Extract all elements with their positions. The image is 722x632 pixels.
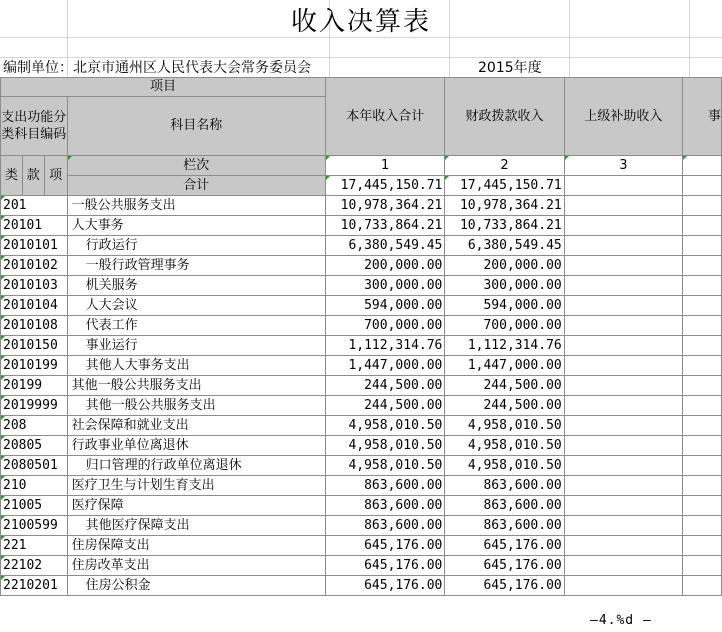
row-code: 20805	[1, 436, 68, 456]
row-code: 221	[1, 536, 68, 556]
row-total-income: 645,176.00	[326, 556, 445, 576]
row-extra	[683, 236, 722, 256]
col-number-1: 1	[326, 156, 445, 176]
row-superior-income	[564, 296, 682, 316]
row-total-income: 1,112,314.76	[326, 336, 445, 356]
row-total-income: 863,600.00	[326, 516, 445, 536]
header-kuan: 款	[22, 156, 44, 196]
row-fiscal-income: 863,600.00	[445, 476, 564, 496]
row-total-income: 4,958,010.50	[326, 416, 445, 436]
row-code: 2019999	[1, 396, 68, 416]
row-subject-name: 一般行政管理事务	[67, 256, 325, 276]
heji-fiscal: 17,445,150.71	[445, 176, 564, 196]
row-fiscal-income: 200,000.00	[445, 256, 564, 276]
row-extra	[683, 576, 722, 596]
header-total-income: 本年收入合计	[326, 78, 445, 156]
row-subject-name: 行政运行	[67, 236, 325, 256]
row-fiscal-income: 10,978,364.21	[445, 196, 564, 216]
row-total-income: 244,500.00	[326, 396, 445, 416]
row-fiscal-income: 244,500.00	[445, 376, 564, 396]
row-fiscal-income: 863,600.00	[445, 496, 564, 516]
row-extra	[683, 316, 722, 336]
row-code: 20199	[1, 376, 68, 396]
row-subject-name: 事业运行	[67, 336, 325, 356]
row-superior-income	[564, 236, 682, 256]
row-extra	[683, 516, 722, 536]
row-code: 210	[1, 476, 68, 496]
table-row	[1, 456, 722, 476]
header-item: 项目	[1, 78, 326, 97]
row-total-income: 594,000.00	[326, 296, 445, 316]
row-superior-income	[564, 196, 682, 216]
row-subject-name: 人大会议	[67, 296, 325, 316]
row-superior-income	[564, 516, 682, 536]
table-row	[1, 516, 722, 536]
row-subject-name: 其他一般公共服务支出	[67, 376, 325, 396]
row-superior-income	[564, 576, 682, 596]
row-code: 2010150	[1, 336, 68, 356]
row-total-income: 1,447,000.00	[326, 356, 445, 376]
row-fiscal-income: 645,176.00	[445, 536, 564, 556]
row-extra	[683, 196, 722, 216]
unit-label: 编制单位：北京市通州区人民代表大会常务委员会	[3, 60, 311, 76]
page-title: 收入决算表	[290, 7, 431, 37]
col-number-2: 2	[445, 156, 564, 176]
row-fiscal-income: 4,958,010.50	[445, 456, 564, 476]
header-extra: 事	[683, 78, 722, 156]
row-total-income: 4,958,010.50	[326, 436, 445, 456]
row-extra	[683, 496, 722, 516]
year-label: 2015年度	[478, 60, 542, 76]
row-superior-income	[564, 556, 682, 576]
table-row	[1, 296, 722, 316]
row-total-income: 863,600.00	[326, 476, 445, 496]
row-total-income: 10,978,364.21	[326, 196, 445, 216]
heji-extra	[683, 176, 722, 196]
row-superior-income	[564, 396, 682, 416]
row-subject-name: 住房改革支出	[67, 556, 325, 576]
row-superior-income	[564, 336, 682, 356]
row-extra	[683, 276, 722, 296]
row-code: 2010104	[1, 296, 68, 316]
row-superior-income	[564, 416, 682, 436]
col-number-3: 3	[564, 156, 682, 176]
table-row	[1, 476, 722, 496]
row-code: 2210201	[1, 576, 68, 596]
row-total-income: 300,000.00	[326, 276, 445, 296]
row-superior-income	[564, 256, 682, 276]
row-total-income: 645,176.00	[326, 576, 445, 596]
row-fiscal-income: 863,600.00	[445, 516, 564, 536]
row-superior-income	[564, 216, 682, 236]
table-row	[1, 576, 722, 596]
page-footer: —4.%d —	[590, 613, 652, 628]
row-fiscal-income: 244,500.00	[445, 396, 564, 416]
row-superior-income	[564, 376, 682, 396]
row-subject-name: 人大事务	[67, 216, 325, 236]
row-extra	[683, 336, 722, 356]
row-fiscal-income: 645,176.00	[445, 556, 564, 576]
row-subject-name: 住房公积金	[67, 576, 325, 596]
row-subject-name: 机关服务	[67, 276, 325, 296]
row-fiscal-income: 4,958,010.50	[445, 416, 564, 436]
row-total-income: 700,000.00	[326, 316, 445, 336]
row-fiscal-income: 645,176.00	[445, 576, 564, 596]
table-row	[1, 256, 722, 276]
row-extra	[683, 376, 722, 396]
row-code: 2010102	[1, 256, 68, 276]
row-total-income: 645,176.00	[326, 536, 445, 556]
row-superior-income	[564, 476, 682, 496]
col-number-4	[683, 156, 722, 176]
table-row	[1, 216, 722, 236]
row-code: 2010101	[1, 236, 68, 256]
row-extra	[683, 296, 722, 316]
row-extra	[683, 536, 722, 556]
table-row	[1, 436, 722, 456]
row-extra	[683, 556, 722, 576]
table-row	[1, 416, 722, 436]
row-code: 208	[1, 416, 68, 436]
row-total-income: 6,380,549.45	[326, 236, 445, 256]
row-subject-name: 代表工作	[67, 316, 325, 336]
row-code: 21005	[1, 496, 68, 516]
row-code: 2010108	[1, 316, 68, 336]
row-superior-income	[564, 276, 682, 296]
table-row	[1, 316, 722, 336]
header-lei: 类	[1, 156, 23, 196]
row-code: 2100599	[1, 516, 68, 536]
row-fiscal-income: 10,733,864.21	[445, 216, 564, 236]
header-heji: 合计	[67, 176, 325, 196]
row-subject-name: 其他一般公共服务支出	[67, 396, 325, 416]
row-subject-name: 住房保障支出	[67, 536, 325, 556]
row-superior-income	[564, 356, 682, 376]
row-extra	[683, 216, 722, 236]
income-table	[0, 77, 722, 596]
row-subject-name: 医疗卫生与计划生育支出	[67, 476, 325, 496]
row-fiscal-income: 300,000.00	[445, 276, 564, 296]
row-extra	[683, 396, 722, 416]
row-extra	[683, 456, 722, 476]
row-code: 22102	[1, 556, 68, 576]
row-extra	[683, 256, 722, 276]
row-subject-name: 其他人大事务支出	[67, 356, 325, 376]
row-extra	[683, 416, 722, 436]
table-row	[1, 376, 722, 396]
row-fiscal-income: 4,958,010.50	[445, 436, 564, 456]
row-superior-income	[564, 316, 682, 336]
row-fiscal-income: 1,112,314.76	[445, 336, 564, 356]
header-xiang: 项	[44, 156, 67, 196]
row-subject-name: 一般公共服务支出	[67, 196, 325, 216]
row-extra	[683, 436, 722, 456]
row-fiscal-income: 6,380,549.45	[445, 236, 564, 256]
row-code: 2010103	[1, 276, 68, 296]
row-total-income: 4,958,010.50	[326, 456, 445, 476]
row-superior-income	[564, 536, 682, 556]
table-row	[1, 196, 722, 216]
row-subject-name: 归口管理的行政单位离退休	[67, 456, 325, 476]
row-code: 2010199	[1, 356, 68, 376]
row-extra	[683, 356, 722, 376]
header-fiscal-income: 财政拨款收入	[445, 78, 564, 156]
table-row	[1, 356, 722, 376]
row-code: 20101	[1, 216, 68, 236]
row-total-income: 10,733,864.21	[326, 216, 445, 236]
row-fiscal-income: 594,000.00	[445, 296, 564, 316]
heji-superior	[564, 176, 682, 196]
table-row	[1, 396, 722, 416]
row-subject-name: 其他医疗保障支出	[67, 516, 325, 536]
row-code: 2080501	[1, 456, 68, 476]
row-extra	[683, 476, 722, 496]
heji-total: 17,445,150.71	[326, 176, 445, 196]
row-subject-name: 医疗保障	[67, 496, 325, 516]
row-subject-name: 社会保障和就业支出	[67, 416, 325, 436]
row-superior-income	[564, 496, 682, 516]
header-func-code: 支出功能分类科目编码	[1, 97, 68, 156]
row-fiscal-income: 1,447,000.00	[445, 356, 564, 376]
row-total-income: 244,500.00	[326, 376, 445, 396]
row-superior-income	[564, 456, 682, 476]
gridline	[0, 57, 722, 58]
table-row	[1, 536, 722, 556]
row-fiscal-income: 700,000.00	[445, 316, 564, 336]
row-total-income: 200,000.00	[326, 256, 445, 276]
table-row	[1, 336, 722, 356]
row-superior-income	[564, 436, 682, 456]
table-row	[1, 556, 722, 576]
table-row	[1, 496, 722, 516]
row-code: 201	[1, 196, 68, 216]
table-row	[1, 276, 722, 296]
row-total-income: 863,600.00	[326, 496, 445, 516]
header-lanci: 栏次	[67, 156, 325, 176]
header-superior-income: 上级补助收入	[564, 78, 682, 156]
table-row	[1, 236, 722, 256]
row-subject-name: 行政事业单位离退休	[67, 436, 325, 456]
header-subject-name: 科目名称	[67, 97, 325, 156]
